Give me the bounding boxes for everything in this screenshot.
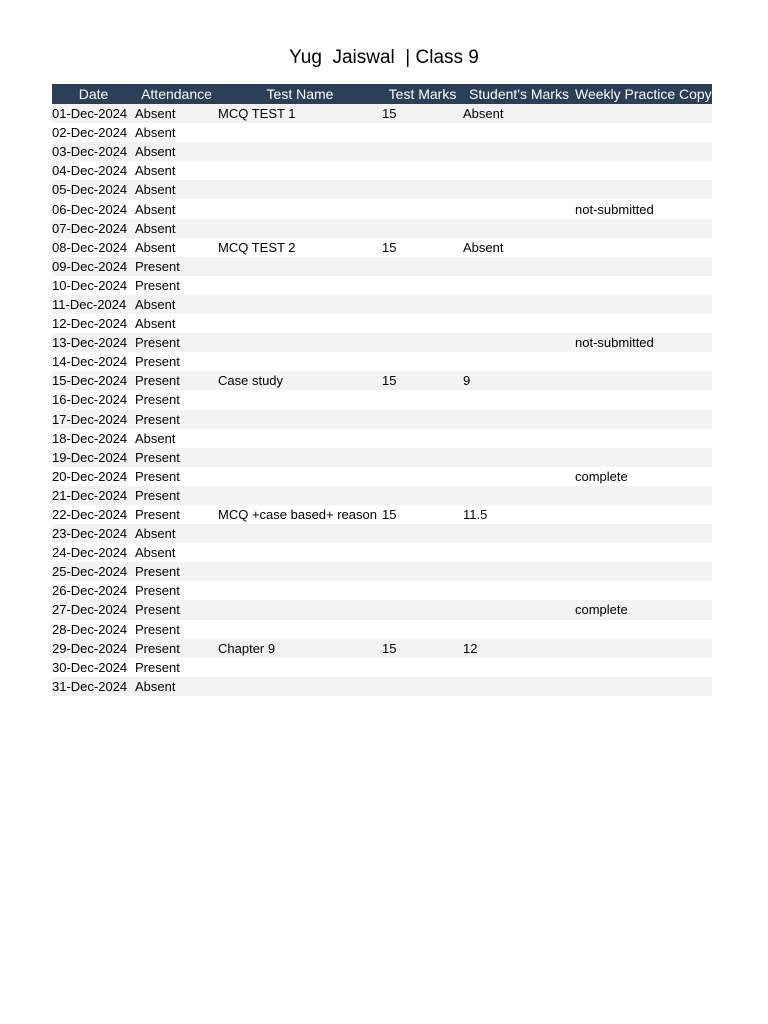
test-name-cell: [218, 677, 382, 696]
test-name-cell: [218, 257, 382, 276]
students-marks-cell: [463, 180, 575, 199]
attendance-cell: Present: [135, 562, 218, 581]
test-name-cell: [218, 199, 382, 218]
table-row: [52, 658, 712, 677]
table-row: [52, 219, 712, 238]
date-cell: 01-Dec-2024: [52, 104, 135, 123]
date-cell: 27-Dec-2024: [52, 600, 135, 619]
date-cell: 02-Dec-2024: [52, 123, 135, 142]
students-marks-cell: 12: [463, 639, 575, 658]
test-name-cell: MCQ +case based+ reason: [218, 505, 382, 524]
test-marks-cell: [382, 180, 463, 199]
table-row: [52, 524, 712, 543]
table-row: [52, 180, 712, 199]
table-row: [52, 123, 712, 142]
table-row: [52, 238, 712, 257]
test-name-cell: MCQ TEST 2: [218, 238, 382, 257]
weekly-copy-cell: [575, 123, 712, 142]
date-cell: 24-Dec-2024: [52, 543, 135, 562]
test-name-cell: [218, 524, 382, 543]
table-row: [52, 562, 712, 581]
weekly-copy-cell: [575, 238, 712, 257]
test-marks-cell: [382, 620, 463, 639]
attendance-cell: Absent: [135, 677, 218, 696]
date-cell: 14-Dec-2024: [52, 352, 135, 371]
students-marks-cell: [463, 467, 575, 486]
students-marks-cell: Absent: [463, 104, 575, 123]
weekly-copy-cell: [575, 371, 712, 390]
date-cell: 05-Dec-2024: [52, 180, 135, 199]
attendance-cell: Present: [135, 390, 218, 409]
attendance-cell: Absent: [135, 524, 218, 543]
students-marks-cell: [463, 448, 575, 467]
test-name-cell: [218, 429, 382, 448]
weekly-copy-cell: [575, 448, 712, 467]
attendance-cell: Present: [135, 486, 218, 505]
date-cell: 29-Dec-2024: [52, 639, 135, 658]
test-marks-cell: [382, 257, 463, 276]
students-marks-cell: [463, 543, 575, 562]
date-cell: 21-Dec-2024: [52, 486, 135, 505]
attendance-cell: Present: [135, 505, 218, 524]
test-marks-cell: 15: [382, 505, 463, 524]
attendance-cell: Present: [135, 620, 218, 639]
attendance-cell: Present: [135, 352, 218, 371]
test-name-cell: [218, 180, 382, 199]
students-marks-cell: [463, 486, 575, 505]
weekly-copy-cell: [575, 581, 712, 600]
test-name-cell: [218, 562, 382, 581]
students-marks-cell: [463, 677, 575, 696]
weekly-copy-cell: [575, 276, 712, 295]
table-row: [52, 410, 712, 429]
test-name-cell: [218, 123, 382, 142]
date-cell: 08-Dec-2024: [52, 238, 135, 257]
test-name-cell: [218, 161, 382, 180]
test-name-cell: [218, 390, 382, 409]
date-cell: 10-Dec-2024: [52, 276, 135, 295]
students-marks-cell: [463, 581, 575, 600]
test-name-cell: [218, 581, 382, 600]
attendance-cell: Present: [135, 333, 218, 352]
students-marks-cell: [463, 199, 575, 218]
table-row: [52, 199, 712, 218]
test-marks-cell: [382, 467, 463, 486]
test-marks-cell: [382, 658, 463, 677]
weekly-copy-cell: [575, 104, 712, 123]
test-marks-cell: [382, 219, 463, 238]
table-row: [52, 486, 712, 505]
students-marks-cell: [463, 161, 575, 180]
table-row: [52, 390, 712, 409]
test-marks-cell: [382, 352, 463, 371]
table-row: [52, 333, 712, 352]
header-attendance: Attendance: [135, 84, 218, 104]
weekly-copy-cell: not-submitted: [575, 333, 712, 352]
weekly-copy-cell: [575, 390, 712, 409]
attendance-cell: Absent: [135, 314, 218, 333]
students-marks-cell: [463, 390, 575, 409]
header-date: Date: [52, 84, 135, 104]
date-cell: 19-Dec-2024: [52, 448, 135, 467]
date-cell: 31-Dec-2024: [52, 677, 135, 696]
students-marks-cell: [463, 219, 575, 238]
test-marks-cell: [382, 677, 463, 696]
header-test-name: Test Name: [218, 84, 382, 104]
test-marks-cell: 15: [382, 639, 463, 658]
weekly-copy-cell: complete: [575, 467, 712, 486]
table-row: [52, 448, 712, 467]
test-marks-cell: 15: [382, 104, 463, 123]
test-marks-cell: [382, 600, 463, 619]
test-marks-cell: [382, 314, 463, 333]
test-name-cell: [218, 658, 382, 677]
attendance-cell: Present: [135, 371, 218, 390]
table-row: [52, 371, 712, 390]
weekly-copy-cell: [575, 142, 712, 161]
table-row: [52, 429, 712, 448]
test-marks-cell: [382, 410, 463, 429]
attendance-table: [52, 84, 712, 696]
weekly-copy-cell: complete: [575, 600, 712, 619]
table-row: [52, 295, 712, 314]
students-marks-cell: [463, 314, 575, 333]
date-cell: 03-Dec-2024: [52, 142, 135, 161]
table-row: [52, 257, 712, 276]
students-marks-cell: [463, 123, 575, 142]
table-row: [52, 104, 712, 123]
test-name-cell: [218, 295, 382, 314]
date-cell: 18-Dec-2024: [52, 429, 135, 448]
attendance-cell: Absent: [135, 180, 218, 199]
students-marks-cell: [463, 352, 575, 371]
table-row: [52, 600, 712, 619]
weekly-copy-cell: [575, 505, 712, 524]
weekly-copy-cell: [575, 524, 712, 543]
test-name-cell: Case study: [218, 371, 382, 390]
table-row: [52, 543, 712, 562]
date-cell: 23-Dec-2024: [52, 524, 135, 543]
attendance-cell: Present: [135, 658, 218, 677]
test-marks-cell: [382, 390, 463, 409]
date-cell: 17-Dec-2024: [52, 410, 135, 429]
attendance-cell: Absent: [135, 429, 218, 448]
students-marks-cell: 11.5: [463, 505, 575, 524]
test-marks-cell: [382, 429, 463, 448]
test-marks-cell: [382, 276, 463, 295]
weekly-copy-cell: [575, 486, 712, 505]
weekly-copy-cell: [575, 314, 712, 333]
test-marks-cell: [382, 524, 463, 543]
test-marks-cell: [382, 448, 463, 467]
table-row: [52, 505, 712, 524]
header-weekly-practice-copy: Weekly Practice Copy: [575, 86, 712, 102]
attendance-cell: Absent: [135, 161, 218, 180]
weekly-copy-cell: [575, 543, 712, 562]
test-marks-cell: [382, 486, 463, 505]
attendance-cell: Absent: [135, 219, 218, 238]
test-marks-cell: 15: [382, 238, 463, 257]
header-test-marks: Test Marks: [382, 84, 463, 104]
table-row: [52, 314, 712, 333]
attendance-cell: Present: [135, 410, 218, 429]
test-name-cell: [218, 142, 382, 161]
test-name-cell: [218, 333, 382, 352]
test-marks-cell: 15: [382, 371, 463, 390]
date-cell: 15-Dec-2024: [52, 371, 135, 390]
test-marks-cell: [382, 295, 463, 314]
test-name-cell: [218, 600, 382, 619]
date-cell: 22-Dec-2024: [52, 505, 135, 524]
date-cell: 04-Dec-2024: [52, 161, 135, 180]
attendance-cell: Absent: [135, 123, 218, 142]
table-row: [52, 620, 712, 639]
weekly-copy-cell: [575, 180, 712, 199]
date-cell: 13-Dec-2024: [52, 333, 135, 352]
test-marks-cell: [382, 142, 463, 161]
table-row: [52, 161, 712, 180]
test-marks-cell: [382, 161, 463, 180]
table-row: [52, 276, 712, 295]
date-cell: 06-Dec-2024: [52, 199, 135, 218]
table-body: [52, 104, 712, 696]
attendance-cell: Absent: [135, 543, 218, 562]
weekly-copy-cell: [575, 295, 712, 314]
weekly-copy-cell: not-submitted: [575, 199, 712, 218]
page-title: Yug Jaiswal | Class 9: [289, 47, 479, 68]
attendance-cell: Present: [135, 600, 218, 619]
test-name-cell: [218, 543, 382, 562]
date-cell: 28-Dec-2024: [52, 620, 135, 639]
test-name-cell: Chapter 9: [218, 639, 382, 658]
table-row: [52, 142, 712, 161]
test-marks-cell: [382, 123, 463, 142]
attendance-cell: Present: [135, 276, 218, 295]
test-name-cell: [218, 410, 382, 429]
attendance-cell: Absent: [135, 238, 218, 257]
date-cell: 20-Dec-2024: [52, 467, 135, 486]
date-cell: 11-Dec-2024: [52, 295, 135, 314]
attendance-cell: Present: [135, 639, 218, 658]
test-marks-cell: [382, 543, 463, 562]
students-marks-cell: [463, 524, 575, 543]
date-cell: 12-Dec-2024: [52, 314, 135, 333]
table-row: [52, 352, 712, 371]
test-marks-cell: [382, 333, 463, 352]
weekly-copy-cell: [575, 562, 712, 581]
weekly-copy-cell: [575, 639, 712, 658]
table-row: [52, 467, 712, 486]
attendance-cell: Present: [135, 581, 218, 600]
students-marks-cell: [463, 410, 575, 429]
students-marks-cell: [463, 429, 575, 448]
date-cell: 25-Dec-2024: [52, 562, 135, 581]
attendance-cell: Present: [135, 257, 218, 276]
weekly-copy-cell: [575, 352, 712, 371]
test-name-cell: [218, 620, 382, 639]
table-row: [52, 581, 712, 600]
attendance-cell: Present: [135, 448, 218, 467]
test-marks-cell: [382, 581, 463, 600]
attendance-cell: Absent: [135, 199, 218, 218]
test-name-cell: MCQ TEST 1: [218, 104, 382, 123]
date-cell: 07-Dec-2024: [52, 219, 135, 238]
weekly-copy-cell: [575, 658, 712, 677]
test-marks-cell: [382, 562, 463, 581]
students-marks-cell: [463, 257, 575, 276]
test-name-cell: [218, 276, 382, 295]
weekly-copy-cell: [575, 677, 712, 696]
test-name-cell: [218, 448, 382, 467]
weekly-copy-cell: [575, 620, 712, 639]
test-name-cell: [218, 486, 382, 505]
students-marks-cell: [463, 333, 575, 352]
students-marks-cell: [463, 142, 575, 161]
test-name-cell: [218, 219, 382, 238]
attendance-cell: Absent: [135, 142, 218, 161]
students-marks-cell: [463, 295, 575, 314]
students-marks-cell: 9: [463, 371, 575, 390]
attendance-cell: Present: [135, 467, 218, 486]
weekly-copy-cell: [575, 410, 712, 429]
students-marks-cell: [463, 562, 575, 581]
table-row: [52, 639, 712, 658]
test-marks-cell: [382, 199, 463, 218]
test-name-cell: [218, 467, 382, 486]
weekly-copy-cell: [575, 161, 712, 180]
students-marks-cell: [463, 600, 575, 619]
students-marks-cell: [463, 658, 575, 677]
weekly-copy-cell: [575, 219, 712, 238]
weekly-copy-cell: [575, 257, 712, 276]
date-cell: 30-Dec-2024: [52, 658, 135, 677]
date-cell: 09-Dec-2024: [52, 257, 135, 276]
weekly-copy-cell: [575, 429, 712, 448]
test-name-cell: [218, 314, 382, 333]
students-marks-cell: [463, 276, 575, 295]
table-header-row: [52, 84, 712, 104]
date-cell: 16-Dec-2024: [52, 390, 135, 409]
attendance-cell: Absent: [135, 104, 218, 123]
students-marks-cell: [463, 620, 575, 639]
header-students-marks: Student's Marks: [463, 84, 575, 104]
attendance-cell: Absent: [135, 295, 218, 314]
students-marks-cell: Absent: [463, 238, 575, 257]
table-row: [52, 677, 712, 696]
test-name-cell: [218, 352, 382, 371]
date-cell: 26-Dec-2024: [52, 581, 135, 600]
